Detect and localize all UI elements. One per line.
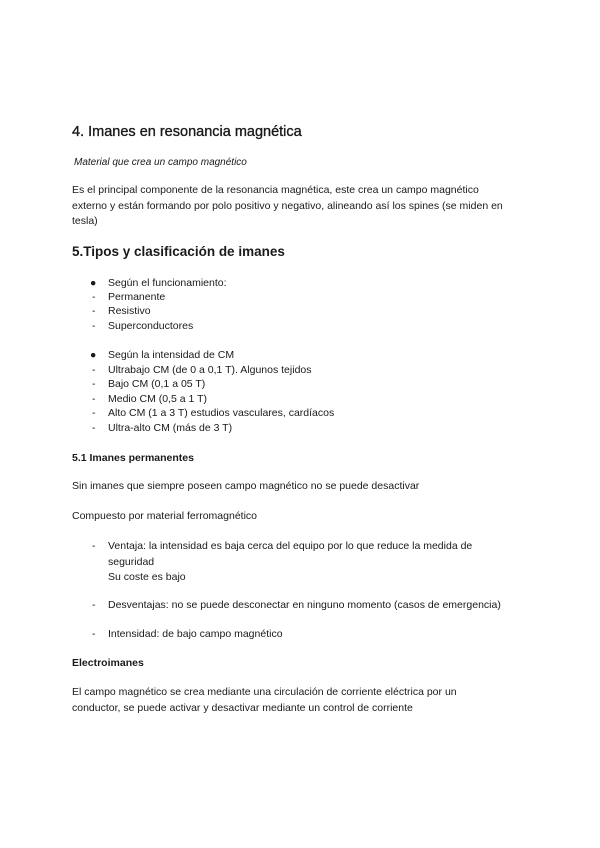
- dash-marker: -: [92, 599, 96, 611]
- dash-marker: -: [92, 305, 96, 317]
- ventaja-item: [108, 539, 472, 586]
- bullet-marker: ●: [90, 277, 97, 289]
- list-item: Ultrabajo CM (de 0 a 0,1 T). Algunos tejidos: [108, 364, 312, 376]
- dash-marker: -: [92, 407, 96, 419]
- ventaja-line: seguridad: [108, 555, 155, 568]
- list-item: Resistivo: [108, 305, 151, 317]
- desventajas-item: Desventajas: no se puede desconectar en ninguno momento (casos de emergencia): [108, 599, 501, 611]
- dash-marker: -: [92, 422, 96, 434]
- paragraph-line: conductor, se puede activar y desactivar mediante un control de corriente: [72, 701, 413, 714]
- section-5-1-paragraph: Sin imanes que siempre poseen campo magnético no se puede desactivar: [72, 480, 420, 492]
- paragraph-line: externo y están formando por polo positivo y negativo, alineando así los spines (se miden en: [72, 199, 503, 212]
- list-item: Permanente: [108, 291, 166, 303]
- dash-marker: -: [92, 291, 96, 303]
- list-item: Alto CM (1 a 3 T) estudios vasculares, cardíacos: [108, 407, 335, 419]
- list-title: Según el funcionamiento:: [108, 277, 227, 289]
- section-5-heading: 5.Tipos y clasificación de imanes: [72, 244, 285, 259]
- paragraph-line: El campo magnético se crea mediante una circulación de corriente eléctrica por un: [72, 686, 457, 698]
- section-4-subtitle: Material que crea un campo magnético: [74, 157, 247, 168]
- list-title: Según la intensidad de CM: [108, 349, 235, 361]
- list-item: Ultra-alto CM (más de 3 T): [108, 422, 233, 434]
- list-item: Superconductores: [108, 320, 194, 332]
- section-5-1-heading: 5.1 Imanes permanentes: [72, 452, 194, 464]
- dash-marker: -: [92, 378, 96, 390]
- list-item: Medio CM (0,5 a 1 T): [108, 393, 208, 405]
- paragraph-line: tesla): [72, 215, 98, 227]
- electroimanes-paragraph: [72, 685, 457, 716]
- electroimanes-heading: Electroimanes: [72, 657, 144, 669]
- bullet-marker: ●: [90, 349, 97, 361]
- section-4-paragraph: [72, 183, 503, 230]
- dash-marker: -: [92, 393, 96, 405]
- dash-marker: -: [92, 628, 96, 640]
- intensidad-item: Intensidad: de bajo campo magnético: [108, 628, 283, 640]
- dash-marker: -: [92, 540, 96, 552]
- paragraph-line: Es el principal componente de la resonancia magnética, este crea un campo magnético: [72, 184, 479, 196]
- list-item: Bajo CM (0,1 a 05 T): [108, 378, 206, 390]
- dash-marker: -: [92, 320, 96, 332]
- dash-marker: -: [92, 364, 96, 376]
- ventaja-line: Ventaja: la intensidad es baja cerca del equipo por lo que reduce la medida de: [108, 540, 473, 552]
- ventaja-line: Su coste es bajo: [108, 571, 186, 583]
- section-4-heading: 4. Imanes en resonancia magnética: [72, 124, 302, 140]
- section-5-1-composition: Compuesto por material ferromagnético: [72, 510, 258, 522]
